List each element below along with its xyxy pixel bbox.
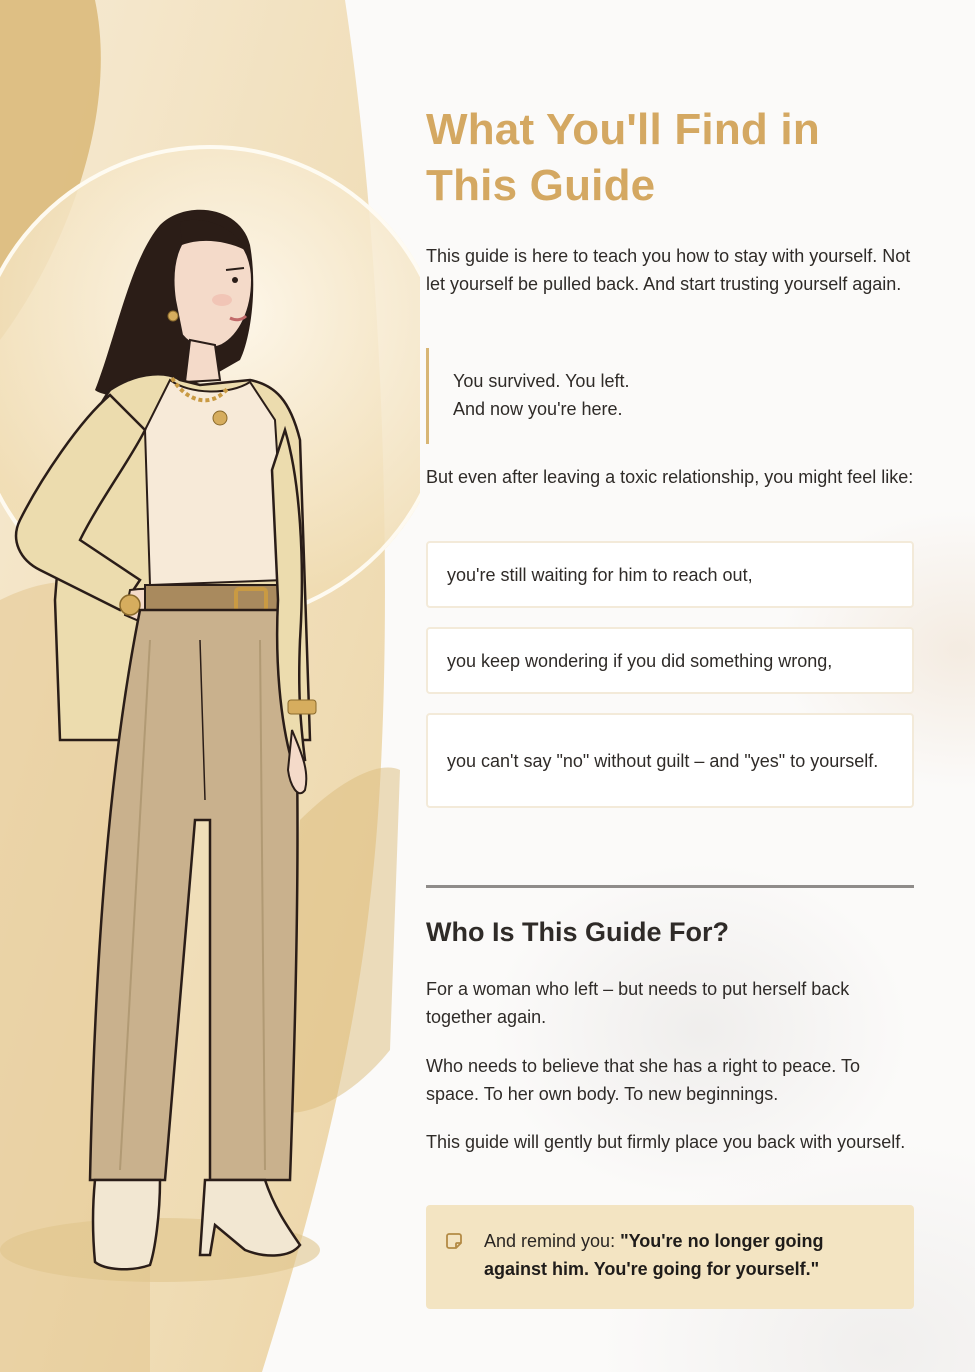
section-title: Who Is This Guide For? <box>426 917 729 947</box>
note-icon <box>446 1232 464 1250</box>
section-paragraph: For a woman who left – but needs to put herself back together again. <box>426 979 850 1027</box>
feeling-card <box>426 627 914 694</box>
page-title: What You'll Find in This Guide <box>426 105 820 210</box>
callout-prefix: And remind you: <box>484 1231 621 1251</box>
lead-in-paragraph: But even after leaving a toxic relationship, you might feel like: <box>426 467 914 487</box>
section-paragraph: This guide will gently but firmly place you back with yourself. <box>426 1132 906 1152</box>
callout-emphasis: "You're no longer going against him. You're going for yourself." <box>484 1231 824 1279</box>
feeling-card <box>426 541 914 608</box>
feeling-text: you're still waiting for him to reach out, <box>447 564 753 585</box>
feeling-card <box>426 713 914 808</box>
feeling-text: you keep wondering if you did something wrong, <box>447 650 833 671</box>
feeling-text: you can't say "no" without guilt – and "yes" to yourself. <box>447 750 879 771</box>
section-divider <box>426 885 914 888</box>
quote-line-1: You survived. You left. <box>453 371 630 391</box>
quote-line-2: And now you're here. <box>453 399 623 419</box>
section-paragraph: Who needs to believe that she has a right to peace. To space. To her own body. To new beginnings. <box>426 1056 860 1104</box>
woman-illustration <box>0 0 420 1372</box>
reminder-callout <box>426 1205 914 1309</box>
quote-block <box>426 348 899 444</box>
intro-paragraph: This guide is here to teach you how to stay with yourself. Not let yourself be pulled back. And start trusting yourself again. <box>426 246 911 294</box>
callout-text <box>484 1227 890 1283</box>
